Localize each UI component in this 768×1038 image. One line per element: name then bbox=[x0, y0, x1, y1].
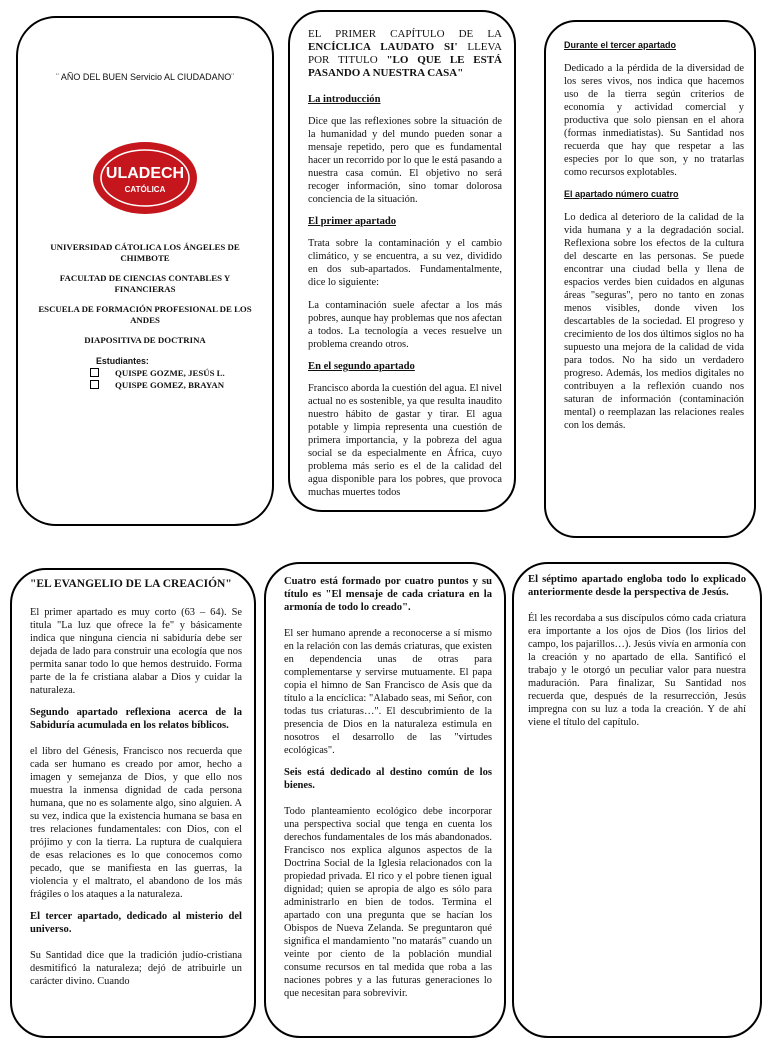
year-motto: ¨ AÑO DEL BUEN Servicio AL CIUDADANO¨ bbox=[55, 72, 235, 82]
paragraph: Lo dedica al deterioro de la calidad de la vida humana y a la degradación social. Reflexiona sobre los efectos de la cultura del descarte en las personas. Se puede encontrar una ciudad bella y llena de espacios verdes bien cuidados en algunas áreas "seguras", pero no tanto en zonas menos visibles, donde viven los descartables de la sociedad. El progreso y crecimiento de los dos últimos siglos no ha supuesto una mejora de la calidad de vida para todos. No ha sido un verdadero progreso. Además, los medios digitales no contribuyen a la reflexión cuando nos saturan de información (contaminación mental) o reemplazan las relaciones reales con los demás. bbox=[564, 212, 744, 431]
paragraph: el libro del Génesis, Francisco nos recuerda que cada ser humano es creado por amor, hecho a imagen y semejanza de Dios, y que ello nos muestra la inmensa dignidad de cada persona humana, que no es solamente algo, sino alguien. A su vez, indica que la existencia humana se basa en tres relaciones fundamentales: con Dios, con el prójimo y con la tierra. La ruptura de cualquiera de esas relaciones es lo que conocemos como pecado, que se manifiesta en las guerras, la violencia y el maltrato, el abandono de los más frágiles o los ataques a la naturaleza. bbox=[30, 745, 242, 900]
logo-text-sub: CATÓLICA bbox=[124, 185, 166, 194]
course-name: DIAPOSITIVA DE DOCTRINA bbox=[84, 335, 206, 346]
creatures-common-goods-panel bbox=[264, 562, 506, 1038]
section-heading: En el segundo apartado bbox=[308, 360, 415, 372]
student-name: QUISPE GOMEZ, BRAYAN bbox=[115, 379, 225, 390]
paragraph: La contaminación suele afectar a los más pobres, aunque hay problemas que nos afectan a todos. La tecnología a veces resuelve un problema creando otros. bbox=[308, 299, 502, 350]
checkbox-icon bbox=[90, 380, 99, 389]
chapter-title-part: LLEVA POR TITULO bbox=[308, 40, 502, 66]
section-heading: El primer apartado bbox=[308, 215, 397, 227]
students-label: Estudiantes: bbox=[96, 355, 149, 366]
cover-panel bbox=[16, 16, 274, 526]
paragraph: El ser humano aprende a reconocerse a sí mismo en la relación con las demás criaturas, que existen en dependencia unas de otras para complementarse y servirse mutuamente. El papa copia el himno de San Francisco de Asís que da título a la encíclica: "Alabado seas, mi Señor, con todas tus criaturas…". El descubrimiento de la presencia de Dios en la naturaleza estimula en nosotros el desarrollo de las "virtudes ecológicas". bbox=[284, 627, 492, 756]
logo-text-main: ULADECH bbox=[105, 165, 185, 182]
school-name: ESCUELA DE FORMACIÓN PROFESIONAL DE LOS ANDES bbox=[38, 304, 252, 325]
section-title: "EL EVANGELIO DE LA CREACIÓN" bbox=[30, 578, 232, 590]
section-heading: Cuatro está formado por cuatro puntos y su título es "El mensaje de cada criatura en la armonía de todo lo creado". bbox=[284, 576, 492, 613]
faculty-name: FACULTAD DE CIENCIAS CONTABLES Y FINANCIERAS bbox=[59, 273, 231, 294]
chapter-title-part: EL PRIMER CAPÍTULO DE LA bbox=[308, 28, 502, 40]
checkbox-icon bbox=[90, 368, 99, 377]
paragraph: Dedicado a la pérdida de la diversidad de los seres vivos, nos indica que hacemos uso de la tierra según criterios de economía y actividad comercial y productiva que solo piensan en el ahora (formas inmediatistas). Su Santidad nos recuerda que hay que respetar a las especies por lo que son, y no tratarlas como recursos explotables. bbox=[564, 63, 744, 178]
section-heading: El séptimo apartado engloba todo lo explicado anteriormente desde la perspectiva de Jesús. bbox=[528, 574, 746, 598]
paragraph: Dice que las reflexiones sobre la situación de la humanidad y del mundo pueden sonar a mensaje repetido, pero que es fundamental hacer un recorrido por lo que le está pasando a nuestra casa común. El objetivo no será recoger información, sino tomar dolorosa conciencia de la situación. bbox=[308, 115, 502, 205]
student-item bbox=[90, 368, 252, 378]
student-name: QUISPE GOZME, JESÚS L. bbox=[115, 367, 225, 378]
university-name: UNIVERSIDAD CÁTOLICA LOS ÁNGELES DE CHIMBOTE bbox=[50, 242, 240, 263]
third-fourth-section-panel bbox=[544, 20, 756, 538]
section-heading: El tercer apartado, dedicado al misterio del universo. bbox=[30, 910, 242, 935]
chapter-title-part: "LO QUE LE ESTÁ PASANDO A NUESTRA CASA" bbox=[308, 53, 502, 79]
section-heading: El apartado número cuatro bbox=[564, 189, 679, 199]
chapter-intro-panel bbox=[288, 10, 516, 512]
paragraph: Francisco aborda la cuestión del agua. El nivel actual no es sostenible, ya que resulta inaudito nuestro hábito de gastar y tirar. El agua potable y limpia representa una cuestión de primera importancia, y la pobreza del agua social se da especialmente en África, cuyo problema más serio es el de la calidad del agua disponible para los pobres, que provoca muchas muertes todos bbox=[308, 382, 502, 498]
chapter-title bbox=[308, 28, 502, 80]
paragraph: Trata sobre la contaminación y el cambio climático, y se encuentra, a su vez, dividido en dos sub-apartados. Fundamentalmente, dice lo siguiente: bbox=[308, 237, 502, 288]
section-heading: Seis está dedicado al destino común de los bienes. bbox=[284, 766, 492, 791]
section-heading: La introducción bbox=[308, 93, 381, 105]
student-item bbox=[90, 380, 252, 390]
section-heading: Segundo apartado reflexiona acerca de la Sabiduría acumulada en los relatos bíblicos. bbox=[30, 707, 242, 731]
uladech-logo bbox=[90, 138, 200, 218]
paragraph: Todo planteamiento ecológico debe incorporar una perspectiva social que tenga en cuenta los derechos fundamentales de los más abandonados. Francisco nos explica algunos aspectos de la Doctrina Social de la Iglesia relacionados con la propiedad privada. El rico y el pobre tienen igual dignidad; quien se apropia de algo es sólo para administrarlo en bien de todos. Termina el apartado con una pregunta que se hacían los Obispos de Nueva Zelanda. Se preguntaron qué significa el mandamiento "no matarás" cuando un veinte por ciento de la población mundial consume recursos en tal medida que roba a las naciones pobres y a las futuras generaciones lo que necesitan para sobrevivir. bbox=[284, 805, 492, 999]
paragraph: Él les recordaba a sus discípulos cómo cada criatura era importante a los ojos de Dios (los lirios del campo, los pajarillos…). Jesús vivía en armonía con la creación y no apartado de ella. Santificó el trabajo y le otorgó un peculiar valor para nuestra maduración. Para finalizar, Su Santidad nos recuerda que, después de la resurrección, Jesús impregna con su luz a toda la creación. Y de ahí viene el título del capítulo. bbox=[528, 612, 746, 728]
section-heading: Durante el tercer apartado bbox=[564, 40, 677, 50]
gospel-creation-panel bbox=[10, 568, 256, 1038]
seventh-section-panel bbox=[512, 562, 762, 1038]
paragraph: Su Santidad dice que la tradición judío-cristiana desmitificó la naturaleza; dejó de atribuirle un carácter divino. Cuando bbox=[30, 949, 242, 987]
chapter-title-part: ENCÍCLICA LAUDATO SI' bbox=[308, 40, 458, 53]
paragraph: El primer apartado es muy corto (63 – 64). Se titula "La luz que ofrece la fe" y básicamente indica que ninguna ciencia ni sabiduría debe ser dejada de lado para construir una ecología que nos permita sanar todo lo que hemos destruido. Forma parte de la fe cristiana alabar a Dios y cuidar la naturaleza. bbox=[30, 607, 242, 696]
